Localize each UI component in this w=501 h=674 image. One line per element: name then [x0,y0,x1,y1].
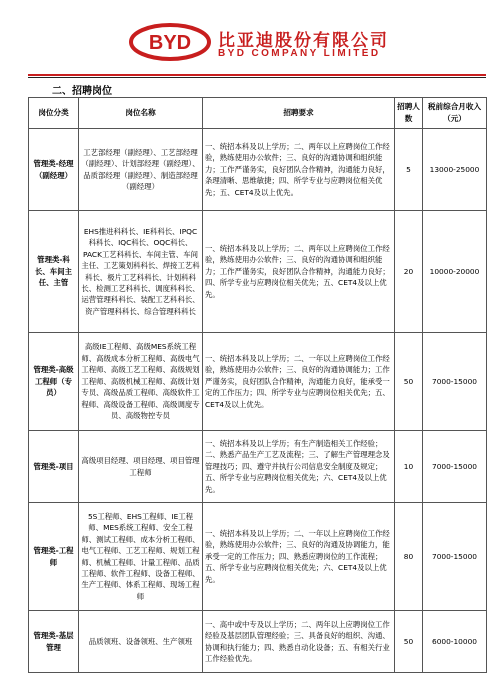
table-row [29,611,487,673]
header-salary: 税前综合月收入（元） [423,98,487,129]
company-name-en: BYD COMPANY LIMITED [218,48,381,59]
row-salary: 7000-15000 [423,503,487,611]
row-requirements: 一、统招本科及以上学历；二、两年以上应聘岗位工作经验，熟练使用办公软件；三、良好的沟通协调和组织能力；工作严谨务实，良好团队合作精神，沟通能力良好，条理清晰、思维敏捷；四、所学专业与应聘岗位相关优先；五、CET4及以上优先。 [203,129,395,211]
row-positions: 5S工程师、EHS工程师、IE工程师、MES系统工程师、安全工程师、测试工程师、成本分析工程师、电气工程师、工艺工程师、规划工程师、机械工程师、计量工程师、品质工程师、软件工程师、设备工程师、生产工程师、体系工程师、现场工程师 [79,503,203,611]
row-count: 50 [395,333,423,431]
header-category: 岗位分类 [29,98,79,129]
table-row [29,129,487,211]
row-count: 50 [395,611,423,673]
row-requirements: 一、高中或中专及以上学历；二、两年以上应聘岗位工作经验及基层团队管理经验；三、具备良好的组织、沟通、协调和执行能力；四、熟悉自动化设备；五、有相关行业工作经验优先。 [203,611,395,673]
row-positions: 工艺部经理（副经理）、工艺部经理（副经理）、计划部经理（副经理）、品质部经理（副经理）、制造部经理（副经理） [79,129,203,211]
logo-text: BYD [148,32,192,54]
header-divider-red [28,74,486,76]
section-title: 二、招聘岗位 [52,86,112,97]
row-category: 管理类-基层管理 [29,611,79,673]
row-salary: 7000-15000 [423,431,487,503]
row-category: 管理类-经理（副经理） [29,129,79,211]
row-salary: 7000-15000 [423,333,487,431]
table-row [29,333,487,431]
row-category: 管理类-工程师 [29,503,79,611]
row-count: 80 [395,503,423,611]
row-requirements: 一、统招本科及以上学历；二、一年以上应聘岗位工作经验，熟练使用办公软件；三、良好的沟通协调能力；工作严谨务实，良好团队合作精神，沟通能力良好，能承受一定的工作压力；四、所学专业与应聘岗位相关优先；五、CET4及以上优先。 [203,333,395,431]
row-category: 管理类-科长、车间主任、主管 [29,211,79,333]
row-salary: 6000-10000 [423,611,487,673]
table-row [29,211,487,333]
row-count: 10 [395,431,423,503]
header-divider-black [28,77,486,78]
company-name-cn: 比亚迪股份有限公司 [218,31,389,51]
row-salary: 13000-25000 [423,129,487,211]
header-requirements: 招聘要求 [203,98,395,129]
row-positions: 高级IE工程师、高级MES系统工程师、高级成本分析工程师、高级电气工程师、高级工艺工程师、高级规划工程师、高级机械工程师、高级计划专员、高级品质工程师、高级软件工程师、高级设备工程师、高级调度专员、高级物控专员 [79,333,203,431]
row-positions: 高级项目经理、项目经理、项目管理工程师 [79,431,203,503]
header-count: 招聘人数 [395,98,423,129]
table-header-row [29,98,487,129]
row-count: 20 [395,211,423,333]
row-requirements: 一、统招本科及以上学历；有生产制造相关工作经验；二、熟悉产品生产工艺及流程；三、了解生产管理理念及管理技巧；四、遵守并执行公司信息安全制度及规定；五、所学专业与应聘岗位相关优先；六、CET4及以上优先。 [203,431,395,503]
header-position: 岗位名称 [79,98,203,129]
row-requirements: 一、统招本科及以上学历；二、两年以上应聘岗位工作经验，熟练使用办公软件；三、良好的沟通协调和组织能力；工作严谨务实，良好团队合作精神，沟通能力良好；四、所学专业与应聘岗位相关优先；五、CET4及以上优先。 [203,211,395,333]
row-category: 管理类-项目 [29,431,79,503]
row-requirements: 一、统招本科及以上学历；二、一年以上应聘岗位工作经验，熟练使用办公软件；三、良好的沟通及协调能力，能承受一定的工作压力；四、熟悉应聘岗位的工作流程；五、所学专业与应聘岗位相关优先；六、CET4及以上优先。 [203,503,395,611]
letterhead [0,0,501,80]
byd-logo-icon [128,22,212,62]
row-count: 5 [395,129,423,211]
table-row [29,503,487,611]
row-salary: 10000-20000 [423,211,487,333]
row-positions: 品质领班、设备领班、生产领班 [79,611,203,673]
row-category: 管理类-高级工程师（专员） [29,333,79,431]
recruitment-table [28,97,487,673]
table-row [29,431,487,503]
row-positions: EHS推进科科长、IE科科长、IPQC科科长、IQC科长、OQC科长、PACK工艺科科长、车间主管、车间主任、工艺策划科科长、焊接工艺科科长、极片工艺科科长、计划科科长、检测工艺科科长、调度科科长、运营管理科科长、装配工艺科科长、资产管理科科长、综合管理科科长 [79,211,203,333]
